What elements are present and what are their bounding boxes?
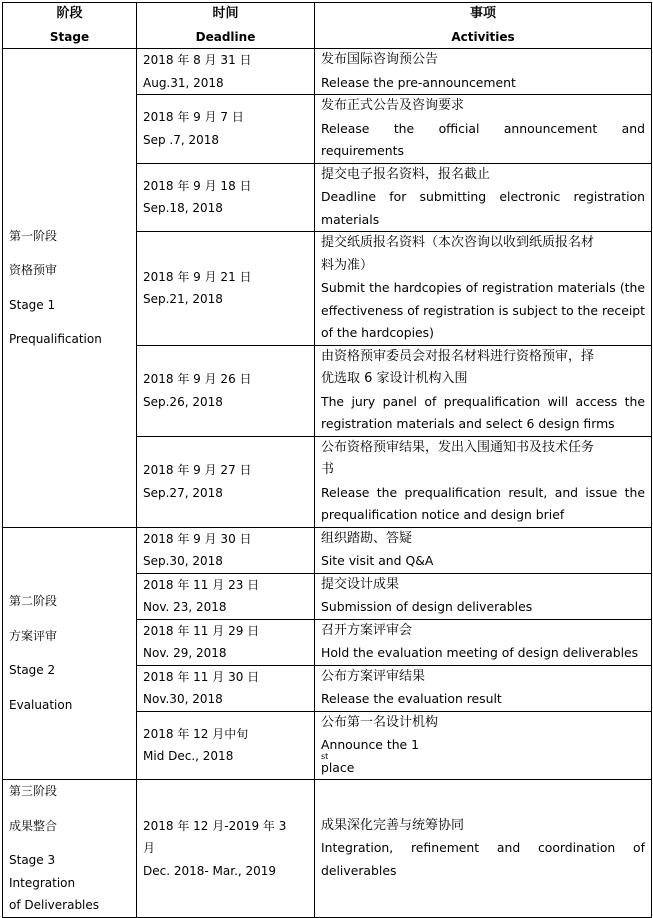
deadline-en: Sep.18, 2018 <box>143 201 223 216</box>
activity-en: Release the evaluation result <box>321 691 502 706</box>
stage-2-en: Stage 2 <box>9 663 56 678</box>
deadline-zh: 2018 年 11 月 29 日 <box>143 623 260 638</box>
deadline-cell <box>137 345 315 436</box>
deadline-zh-2: 月 <box>143 841 156 855</box>
activity-en-tail: place <box>321 759 355 775</box>
deadline-cell <box>137 619 315 665</box>
activity-en: Deadline for submitting electronic registration <box>321 189 645 204</box>
deadline-cell <box>137 665 315 711</box>
activity-en-2: deliverables <box>321 862 397 878</box>
activity-zh: 发布国际咨询预公告 <box>321 52 439 67</box>
activity-en-2: materials <box>321 211 380 227</box>
activity-cell <box>315 619 652 665</box>
stage-3-en3: of Deliverables <box>9 898 100 912</box>
deadline-zh: 2018 年 9 月 7 日 <box>143 110 244 125</box>
activity-zh: 由资格预审委员会对报名材料进行资格预审，择 <box>321 348 595 364</box>
stage-1-en2: Prequalification <box>9 332 102 347</box>
activity-en: Release the official announcement and <box>321 120 645 136</box>
activity-cell <box>315 232 652 346</box>
deadline-cell <box>137 49 315 95</box>
stage-1-cell <box>3 49 137 528</box>
stage-2-zh: 第二阶段 <box>9 594 58 609</box>
deadline-en: Mid Dec., 2018 <box>143 749 234 764</box>
header-activities <box>315 3 652 49</box>
deadline-cell <box>137 711 315 780</box>
activity-zh-2: 优选取 6 家设计机构入围 <box>321 371 468 386</box>
activity-cell <box>315 780 652 918</box>
activity-zh: 召开方案评审会 <box>321 622 413 638</box>
activity-en-2: effectiveness of registration is subject to the receipt <box>321 302 645 318</box>
deadline-en: Sep.21, 2018 <box>143 292 223 307</box>
deadline-zh: 2018 年 8 月 31 日 <box>143 53 252 67</box>
deadline-zh: 2018 年 11 月 23 日 <box>143 577 260 592</box>
deadline-en: Nov.30, 2018 <box>143 692 223 706</box>
deadline-zh: 2018 年 12 月中旬 <box>143 726 249 741</box>
deadline-cell <box>137 436 315 527</box>
activity-en: Site visit and Q&A <box>321 553 434 568</box>
activity-en: Announce the 1 st place <box>321 734 645 779</box>
deadline-zh: 2018 年 12 月-2019 年 3 <box>143 818 287 833</box>
deadline-cell <box>137 95 315 164</box>
header-deadline-en: Deadline <box>195 29 256 44</box>
header-stage <box>3 3 137 49</box>
activity-en: Integration, refinement and coordination of <box>321 840 645 855</box>
activity-cell <box>315 163 652 232</box>
table-row <box>3 527 652 573</box>
activity-zh: 发布正式公告及咨询要求 <box>321 98 465 113</box>
header-activities-zh: 事项 <box>469 6 496 21</box>
header-deadline-zh: 时间 <box>212 6 239 21</box>
activity-en-2: prequalification notice and design brief <box>321 507 565 522</box>
activity-en: Release the prequalification result, and issue the <box>321 484 645 500</box>
table-row <box>3 49 652 95</box>
header-stage-zh: 阶段 <box>56 6 83 21</box>
activity-zh: 公布资格预审结果，发出入围通知书及技术任务 <box>321 439 595 455</box>
activity-cell <box>315 665 652 711</box>
activity-cell <box>315 436 652 527</box>
deadline-en: Sep .7, 2018 <box>143 132 220 147</box>
schedule-table <box>2 2 652 918</box>
activity-zh: 提交纸质报名资料（本次咨询以收到纸质报名材 <box>321 235 595 250</box>
header-deadline <box>137 3 315 49</box>
deadline-en: Nov. 29, 2018 <box>143 646 227 660</box>
deadline-en: Sep.27, 2018 <box>143 485 223 500</box>
deadline-cell <box>137 780 315 918</box>
activity-en: Release the pre-announcement <box>321 74 516 90</box>
deadline-zh: 2018 年 9 月 30 日 <box>143 531 252 546</box>
activity-en-main: Announce the 1 <box>321 737 419 752</box>
activity-zh: 提交设计成果 <box>321 576 400 592</box>
stage-1-zh2: 资格预审 <box>9 263 58 278</box>
deadline-en: Aug.31, 2018 <box>143 75 224 90</box>
deadline-zh: 2018 年 9 月 26 日 <box>143 372 252 386</box>
activity-en-2: requirements <box>321 143 404 158</box>
deadline-zh: 2018 年 9 月 18 日 <box>143 178 252 193</box>
deadline-en: Sep.30, 2018 <box>143 554 223 568</box>
deadline-cell <box>137 163 315 232</box>
activity-cell <box>315 95 652 164</box>
activity-zh: 公布第一名设计机构 <box>321 714 439 730</box>
activity-cell <box>315 711 652 780</box>
activity-en-3: of the hardcopies) <box>321 325 434 340</box>
stage-3-cell <box>3 780 137 918</box>
stage-3-en2: Integration <box>9 875 76 890</box>
deadline-zh: 2018 年 9 月 27 日 <box>143 463 252 477</box>
stage-2-cell <box>3 527 137 780</box>
deadline-cell <box>137 573 315 619</box>
activity-en-2: registration materials and select 6 design firms <box>321 416 615 431</box>
activity-zh-2: 料为准） <box>321 257 374 273</box>
deadline-cell <box>137 527 315 573</box>
activity-zh: 提交电子报名资料，报名截止 <box>321 166 491 182</box>
deadline-zh: 2018 年 9 月 21 日 <box>143 269 252 284</box>
activity-en: Submission of design deliverables <box>321 599 533 614</box>
activity-cell <box>315 527 652 573</box>
stage-3-zh: 第三阶段 <box>9 784 58 798</box>
deadline-en: Sep.26, 2018 <box>143 394 223 409</box>
activity-cell <box>315 345 652 436</box>
activity-zh-2: 书 <box>321 462 335 477</box>
stage-2-en2: Evaluation <box>9 697 73 712</box>
activity-zh: 组织踏勘、答疑 <box>321 530 413 546</box>
activity-cell <box>315 49 652 95</box>
activity-en: Submit the hardcopies of registration materials (the <box>321 280 645 295</box>
deadline-cell <box>137 232 315 346</box>
deadline-en: Nov. 23, 2018 <box>143 600 227 614</box>
table-row <box>3 780 652 918</box>
deadline-zh: 2018 年 11 月 30 日 <box>143 669 260 684</box>
header-activities-en: Activities <box>451 29 515 44</box>
activity-en: The jury panel of prequalification will access the <box>321 393 645 409</box>
stage-3-zh2: 成果整合 <box>9 818 58 833</box>
stage-1-zh: 第一阶段 <box>9 228 58 243</box>
stage-1-en: Stage 1 <box>9 297 56 312</box>
activity-en: Hold the evaluation meeting of design deliverables <box>321 645 639 660</box>
stage-3-en: Stage 3 <box>9 853 56 867</box>
activity-zh: 成果深化完善与统筹协同 <box>321 817 465 833</box>
header-stage-en: Stage <box>49 29 90 44</box>
activity-zh: 公布方案评审结果 <box>321 668 426 684</box>
activity-cell <box>315 573 652 619</box>
stage-2-zh2: 方案评审 <box>9 628 58 643</box>
header-row <box>3 3 652 49</box>
deadline-en: Dec. 2018- Mar., 2019 <box>143 863 277 878</box>
